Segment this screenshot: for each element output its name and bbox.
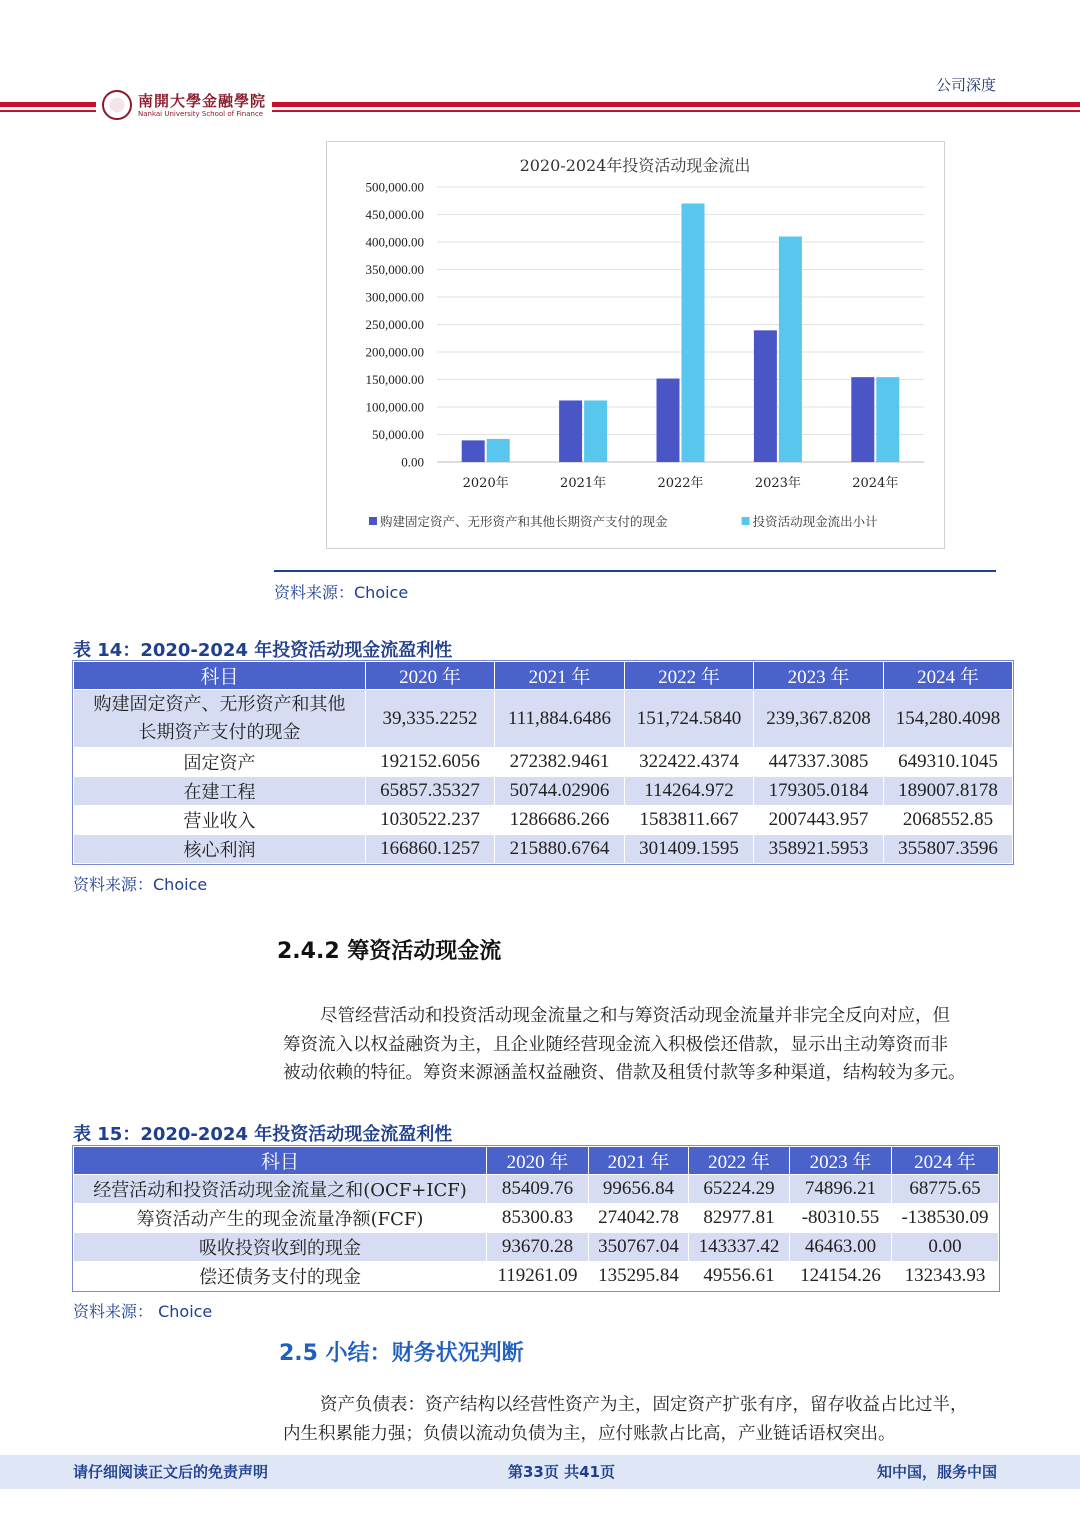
table-row [74,748,1013,777]
cell: 154,280.4098 [884,690,1013,748]
table-row [74,806,1013,835]
cell: 65224.29 [689,1175,790,1204]
cell: 143337.42 [689,1233,790,1262]
bar-capex [657,379,680,462]
cell: 151,724.5840 [625,690,754,748]
cell: 82977.81 [689,1204,790,1233]
paragraph-line: 资产负债表：资产结构以经营性资产为主，固定资产扩张有序，留存收益占比过半， [320,1395,968,1415]
legend-swatch [369,517,377,525]
section-label: 公司深度 [935,76,996,94]
bar-total [584,400,607,462]
y-tick-label: 0.00 [401,454,424,470]
cell: -80310.55 [790,1204,892,1233]
cell: 93670.28 [487,1233,589,1262]
cell: 85409.76 [487,1175,589,1204]
cell: 46463.00 [790,1233,892,1262]
cell: 166860.1257 [366,835,495,864]
cell: 239,367.8208 [754,690,884,748]
x-tick-label: 2022年 [657,476,704,491]
row-label: 吸收投资收到的现金 [74,1233,487,1262]
x-tick-label: 2021年 [560,476,607,491]
disclaimer-link[interactable]: 请仔细阅读正文后的免责声明 [73,1463,269,1481]
row-label: 营业收入 [74,806,366,835]
bar-total [487,439,510,462]
table-row [74,1204,999,1233]
cell: 39,335.2252 [366,690,495,748]
seal-icon [102,90,132,120]
chart-svg [327,142,944,548]
table-row [74,777,1013,806]
footer-slogan: 知中国，服务中国 [876,1463,997,1481]
cell: 2007443.957 [754,806,884,835]
cell: 1583811.667 [625,806,754,835]
cell: 192152.6056 [366,748,495,777]
cell: 322422.4374 [625,748,754,777]
cell: 350767.04 [589,1233,689,1262]
bar-total [779,237,802,463]
table-row [74,1175,999,1204]
paragraph-line: 被动依赖的特征。筹资来源涵盖权益融资、借款及租赁付款等多种渠道，结构较为多元。 [283,1063,966,1083]
col-header: 科目 [74,1147,487,1175]
row-label: 经营活动和投资活动现金流量之和(OCF+ICF) [74,1175,487,1204]
cell: 85300.83 [487,1204,589,1233]
cell: 358921.5953 [754,835,884,864]
row-label: 筹资活动产生的现金流量净额(FCF) [74,1204,487,1233]
cell: 74896.21 [790,1175,892,1204]
x-tick-label: 2020年 [462,476,509,491]
table-row [74,1262,999,1291]
table15 [73,1146,999,1291]
y-tick-label: 100,000.00 [365,399,424,415]
row-label: 核心利润 [74,835,366,864]
section-heading: 2.4.2 筹资活动现金流 [277,939,502,964]
col-header: 2020 年 [366,662,495,690]
bar-capex [559,400,582,462]
y-tick-label: 350,000.00 [365,262,424,277]
section242-paragraph [283,1002,999,1088]
table-header-row [74,1147,999,1175]
table-header-row [74,662,1013,690]
legend-label: 购建固定资产、无形资产和其他长期资产支付的现金 [380,514,668,529]
table15-source: 资料来源： Choice [73,1302,213,1321]
cell: 119261.09 [487,1262,589,1291]
table14 [73,661,1013,864]
col-header: 2022 年 [625,662,754,690]
row-label: 固定资产 [74,748,366,777]
cell: 272382.9461 [495,748,625,777]
col-header: 2022 年 [689,1147,790,1175]
col-header: 2020 年 [487,1147,589,1175]
bar-total [682,204,705,463]
x-tick-label: 2023年 [754,476,801,491]
y-tick-label: 200,000.00 [365,344,424,360]
y-tick-label: 450,000.00 [365,207,424,222]
row-label-line: 购建固定资产、无形资产和其他 [93,693,346,715]
cell: 68775.65 [892,1175,999,1204]
bar-capex [462,440,485,462]
investment-outflow-chart [326,141,945,549]
bar-total [876,377,899,462]
cell: 114264.972 [625,777,754,806]
section-heading: 2.5 小结：财务状况判断 [279,1341,524,1366]
row-label: 在建工程 [74,777,366,806]
chart-source: 资料来源：Choice [274,583,409,602]
cell: 124154.26 [790,1262,892,1291]
table-row [74,835,1013,864]
cell: 649310.1045 [884,748,1013,777]
paragraph-line: 筹资流入以权益融资为主，且企业随经营现金流入积极偿还借款，显示出主动筹资而非 [283,1034,948,1055]
cell: 179305.0184 [754,777,884,806]
paragraph-line: 内生积累能力强；负债以流动负债为主，应付账款占比高，产业链话语权突出。 [283,1423,896,1444]
y-tick-label: 50,000.00 [372,427,424,442]
table15-caption: 表 15：2020-2024 年投资活动现金流盈利性 [73,1124,453,1145]
cell: 0.00 [892,1233,999,1262]
table14-source: 资料来源：Choice [73,875,208,894]
col-header: 2023 年 [790,1147,892,1175]
x-tick-label: 2024年 [852,476,899,491]
cell: 111,884.6486 [495,690,625,748]
section25-paragraph [283,1391,999,1448]
cell: 215880.6764 [495,835,625,864]
cell: 2068552.85 [884,806,1013,835]
table14-caption: 表 14：2020-2024 年投资活动现金流盈利性 [73,640,453,661]
cell: 99656.84 [589,1175,689,1204]
legend-swatch [742,517,750,525]
page-number: 第33页 共41页 [508,1463,615,1481]
table-row [74,1233,999,1262]
cell: 50744.02906 [495,777,625,806]
cell: 447337.3085 [754,748,884,777]
cell: 132343.93 [892,1262,999,1291]
logo-chinese-name: 南開大學金融學院 [138,92,267,110]
y-tick-label: 150,000.00 [365,372,424,387]
bar-capex [851,377,874,462]
y-tick-label: 300,000.00 [365,289,424,305]
row-label-line: 长期资产支付的现金 [138,721,301,743]
university-logo [96,86,272,126]
legend-label: 投资活动现金流出小计 [752,514,878,529]
cell: 1030522.237 [366,806,495,835]
cell: 301409.1595 [625,835,754,864]
row-label [74,690,366,748]
cell: 355807.3596 [884,835,1013,864]
table-row [74,690,1013,748]
y-tick-label: 500,000.00 [365,179,424,195]
col-header: 科目 [74,662,366,690]
row-label: 偿还债务支付的现金 [74,1262,487,1291]
bar-capex [754,330,777,462]
cell: 274042.78 [589,1204,689,1233]
col-header: 2024 年 [884,662,1013,690]
paragraph-line: 尽管经营活动和投资活动现金流量之和与筹资活动现金流量并非完全反向对应，但 [320,1006,950,1026]
cell: 49556.61 [689,1262,790,1291]
cell: -138530.09 [892,1204,999,1233]
cell: 1286686.266 [495,806,625,835]
col-header: 2021 年 [589,1147,689,1175]
cell: 189007.8178 [884,777,1013,806]
source-divider [274,570,996,572]
chart-title: 2020-2024年投资活动现金流出 [519,156,751,175]
y-tick-label: 400,000.00 [365,234,424,250]
y-tick-label: 250,000.00 [365,317,424,332]
cell: 135295.84 [589,1262,689,1291]
logo-english-name: Nankai University School of Finance [138,110,264,118]
col-header: 2021 年 [495,662,625,690]
col-header: 2024 年 [892,1147,999,1175]
cell: 65857.35327 [366,777,495,806]
col-header: 2023 年 [754,662,884,690]
